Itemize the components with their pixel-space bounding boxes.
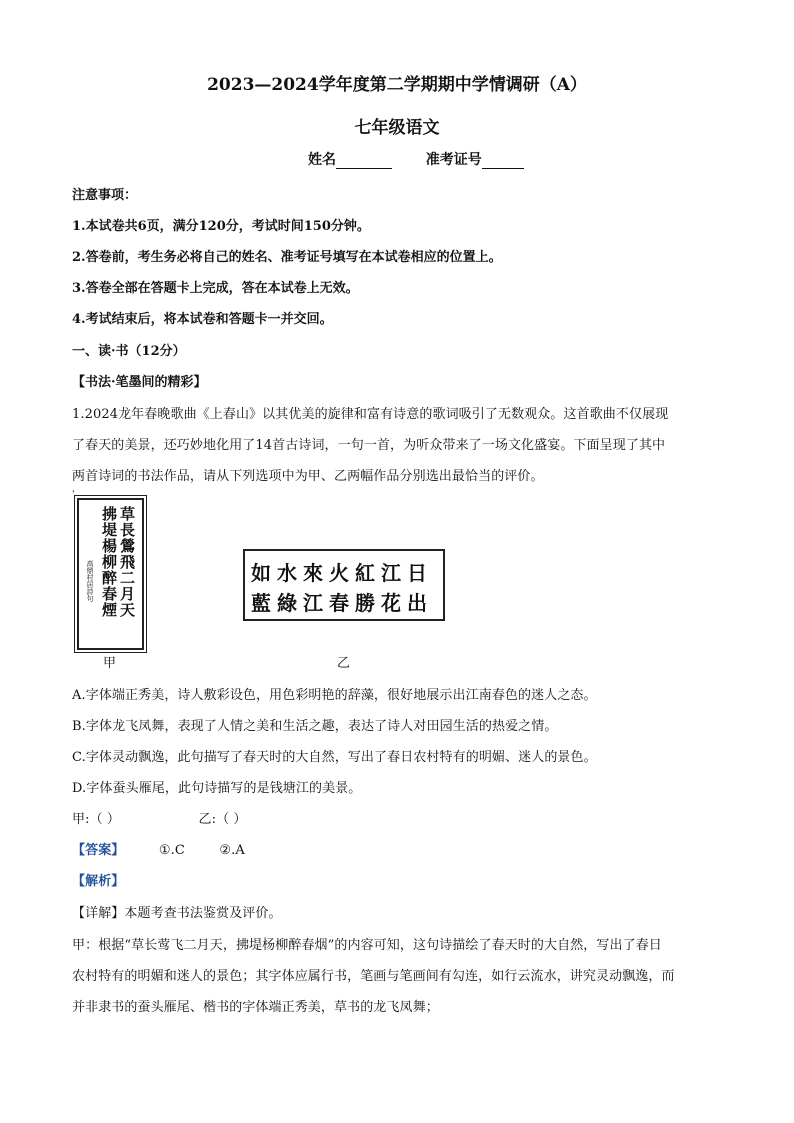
question-text-line: 1.2024龙年春晚歌曲《上春山》以其优美的旋律和富有诗意的歌词吸引了无数观众。这首歌曲不仅展现 <box>72 407 669 422</box>
notice-item: 3.答卷全部在答题卡上完成，答在本试卷上无效。 <box>72 281 359 296</box>
caption-a: 甲 <box>103 656 117 671</box>
exam-title: 2023—2024学年度第二学期期中学情调研（A） <box>207 75 587 95</box>
notice-item: 4.考试结束后，将本试卷和答题卡一并交回。 <box>72 312 333 327</box>
detail-label: 【详解】 <box>72 906 125 921</box>
blank-b: 乙:（ ） <box>198 812 247 827</box>
detail-row <box>72 902 732 921</box>
detail-text: 本题考查书法鉴赏及评价。 <box>124 906 282 921</box>
caption-b: 乙 <box>337 656 351 671</box>
calligraphy-b-row1: 日江紅火來水如 <box>251 561 433 585</box>
answer-1: ①.C <box>158 843 185 858</box>
calligraphy-image-a <box>77 498 144 650</box>
name-label: 姓名 <box>308 152 336 168</box>
id-blank <box>482 154 524 169</box>
notice-item: 2.答卷前，考生务必将自己的姓名、准考证号填写在本试卷相应的位置上。 <box>72 250 502 265</box>
section-subheading: 【书法·笔墨间的精彩】 <box>72 375 207 390</box>
option-c: C.字体灵动飘逸，此句描写了春天时的大自然，写出了春日农村特有的明媚、迷人的景色。 <box>72 750 597 765</box>
question-text-line: 两首诗词的书法作品，请从下列选项中为甲、乙两幅作品分别选出最恰当的评价。 <box>72 469 544 484</box>
calligraphy-a-col2: 拂堤楊柳醉春煙 <box>100 506 118 618</box>
candidate-info-line <box>308 149 524 169</box>
explanation-line: 并非隶书的蚕头雁尾、楷书的字体端正秀美，草书的龙飞凤舞； <box>72 1000 439 1015</box>
calligraphy-a-inscription: 高鼎村居詩句 <box>86 560 94 602</box>
notice-heading: 注意事项： <box>72 188 138 203</box>
answer-row <box>72 839 732 858</box>
explanation-line: 农村特有的明媚和迷人的景色；其字体应属行书，笔画与笔画间有勾连，如行云流水，讲究灵动飘逸，而 <box>72 969 675 984</box>
calligraphy-a-col1: 草長鶯飛二月天 <box>118 506 136 618</box>
name-blank <box>336 154 392 169</box>
answer-2: ②.A <box>219 843 245 858</box>
question-text-line: 了春天的美景，还巧妙地化用了14首古诗词，一句一首，为听众带来了一场文化盛宴。下面呈现了其中 <box>72 438 666 453</box>
calligraphy-b-row2: 出花勝春江綠藍 <box>251 591 433 615</box>
analysis-label: 【解析】 <box>72 874 125 889</box>
id-label: 准考证号 <box>425 152 482 168</box>
section-heading: 一、读·书（12分） <box>72 344 186 359</box>
stray-mark: ' <box>72 490 75 500</box>
answer-blanks-row <box>72 808 732 827</box>
option-a: A.字体端正秀美，诗人敷彩设色，用色彩明艳的辞藻，很好地展示出江南春色的迷人之态。 <box>72 688 597 703</box>
answer-label: 【答案】 <box>72 843 125 858</box>
option-d: D.字体蚕头雁尾，此句诗描写的是钱塘江的美景。 <box>72 781 362 796</box>
calligraphy-image-b <box>243 549 445 621</box>
notice-item: 1.本试卷共6页，满分120分，考试时间150分钟。 <box>72 219 370 234</box>
blank-a: 甲:（ ） <box>72 812 121 827</box>
explanation-line: 甲：根据“草长莺飞二月天，拂堤杨柳醉春烟”的内容可知，这句诗描绘了春天时的大自然，写出了春日 <box>72 938 662 953</box>
exam-subtitle: 七年级语文 <box>354 118 440 138</box>
option-b: B.字体龙飞凤舞，表现了人情之美和生活之趣，表达了诗人对田园生活的热爱之情。 <box>72 719 558 734</box>
